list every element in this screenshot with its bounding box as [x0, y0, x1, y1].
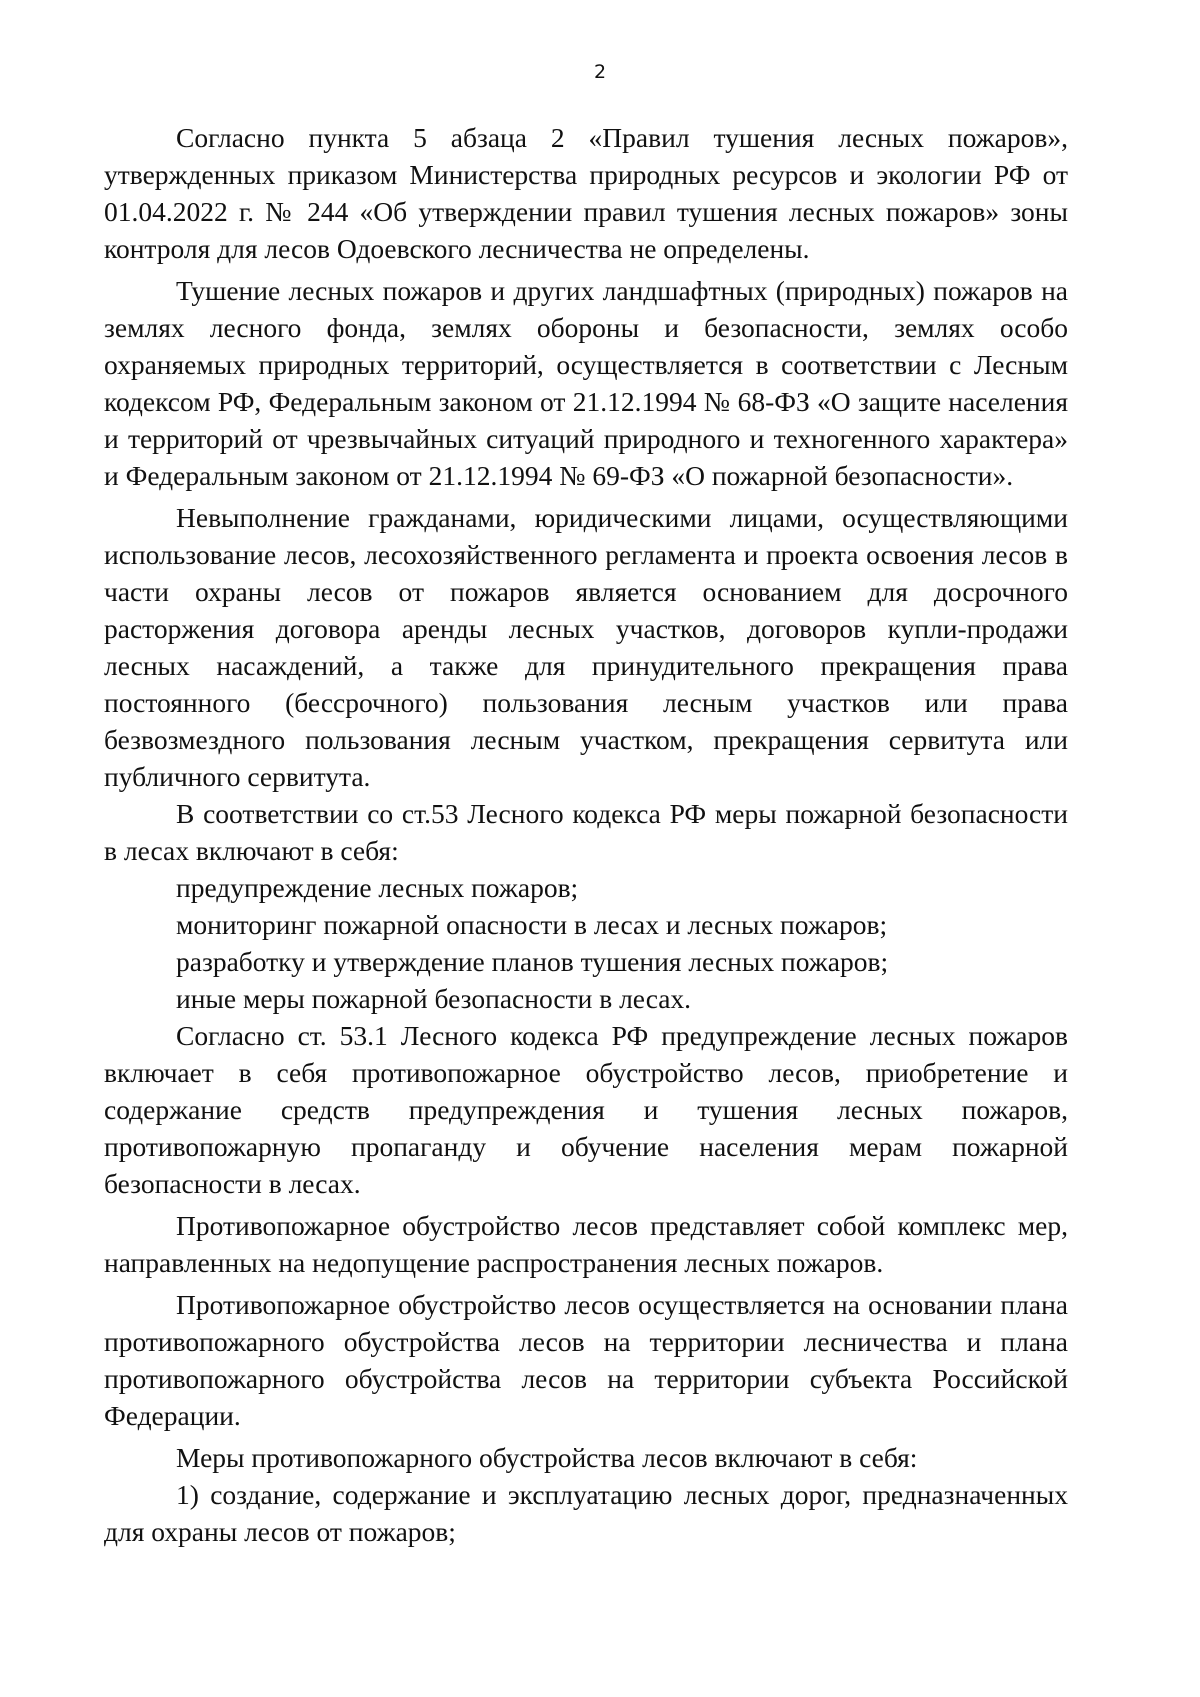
paragraph-fire-arrangement-definition: Противопожарное обустройство лесов представляет собой комплекс мер, направленных на недопущение распространения лесных пожаров.	[104, 1210, 1068, 1278]
list-item: мониторинг пожарной опасности в лесах и лесных пожаров;	[176, 909, 888, 940]
list-item: предупреждение лесных пожаров;	[176, 872, 579, 903]
paragraph-forest-roads-item: 1) создание, содержание и эксплуатацию лесных дорог, предназначенных для охраны лесов от пожаров;	[104, 1479, 1068, 1547]
paragraph-fire-arrangement-basis: Противопожарное обустройство лесов осуществляется на основании плана противопожарного обустройства лесов на территории лесничества и плана противопожарного обустройства лесов на территории субъекта Российской Федерации.	[104, 1289, 1068, 1431]
page-number: 2	[593, 61, 607, 83]
list-item: иные меры пожарной безопасности в лесах.	[176, 983, 692, 1014]
document-body	[104, 119, 1068, 1550]
paragraph-fire-rules-control-zones: Согласно пункта 5 абзаца 2 «Правил тушения лесных пожаров», утвержденных приказом Министерства природных ресурсов и экологии РФ от 01.04.2022 г. № 244 «Об утверждении правил тушения лесных пожаров» зоны контроля для лесов Одоевского лесничества не определены.	[104, 122, 1068, 264]
list-item: разработку и утверждение планов тушения лесных пожаров;	[176, 946, 889, 977]
paragraph-fire-extinguishing-legal-basis: Тушение лесных пожаров и других ландшафтных (природных) пожаров на землях лесного фонда, землях обороны и безопасности, землях особо охраняемых природных территорий, осуществляется в соответствии с Лесным кодексом РФ, Федеральным законом от 21.12.1994 № 68-ФЗ «О защите населения и территорий от чрезвычайных ситуаций природного и техногенного характера» и Федеральным законом от 21.12.1994 № 69-ФЗ «О пожарной безопасности».	[104, 275, 1068, 491]
paragraph-fire-arrangement-measures: Меры противопожарного обустройства лесов включают в себя:	[176, 1442, 918, 1473]
paragraph-article-53-1-prevention: Согласно ст. 53.1 Лесного кодекса РФ предупреждение лесных пожаров включает в себя противопожарное обустройство лесов, приобретение и содержание средств предупреждения и тушения лесных пожаров, противопожарную пропаганду и обучение населения мерам пожарной безопасности в лесах.	[104, 1020, 1068, 1199]
paragraph-article-53-measures: В соответствии со ст.53 Лесного кодекса РФ меры пожарной безопасности в лесах включают в себя:	[104, 798, 1068, 866]
paragraph-non-compliance-consequences: Невыполнение гражданами, юридическими лицами, осуществляющими использование лесов, лесохозяйственного регламента и проекта освоения лесов в части охраны лесов от пожаров является основанием для досрочного расторжения договора аренды лесных участков, договоров купли-продажи лесных насаждений, а также для принудительного прекращения права постоянного (бессрочного) пользования лесным участков или права безвозмездного пользования лесным участком, прекращения сервитута или публичного сервитута.	[104, 502, 1068, 792]
